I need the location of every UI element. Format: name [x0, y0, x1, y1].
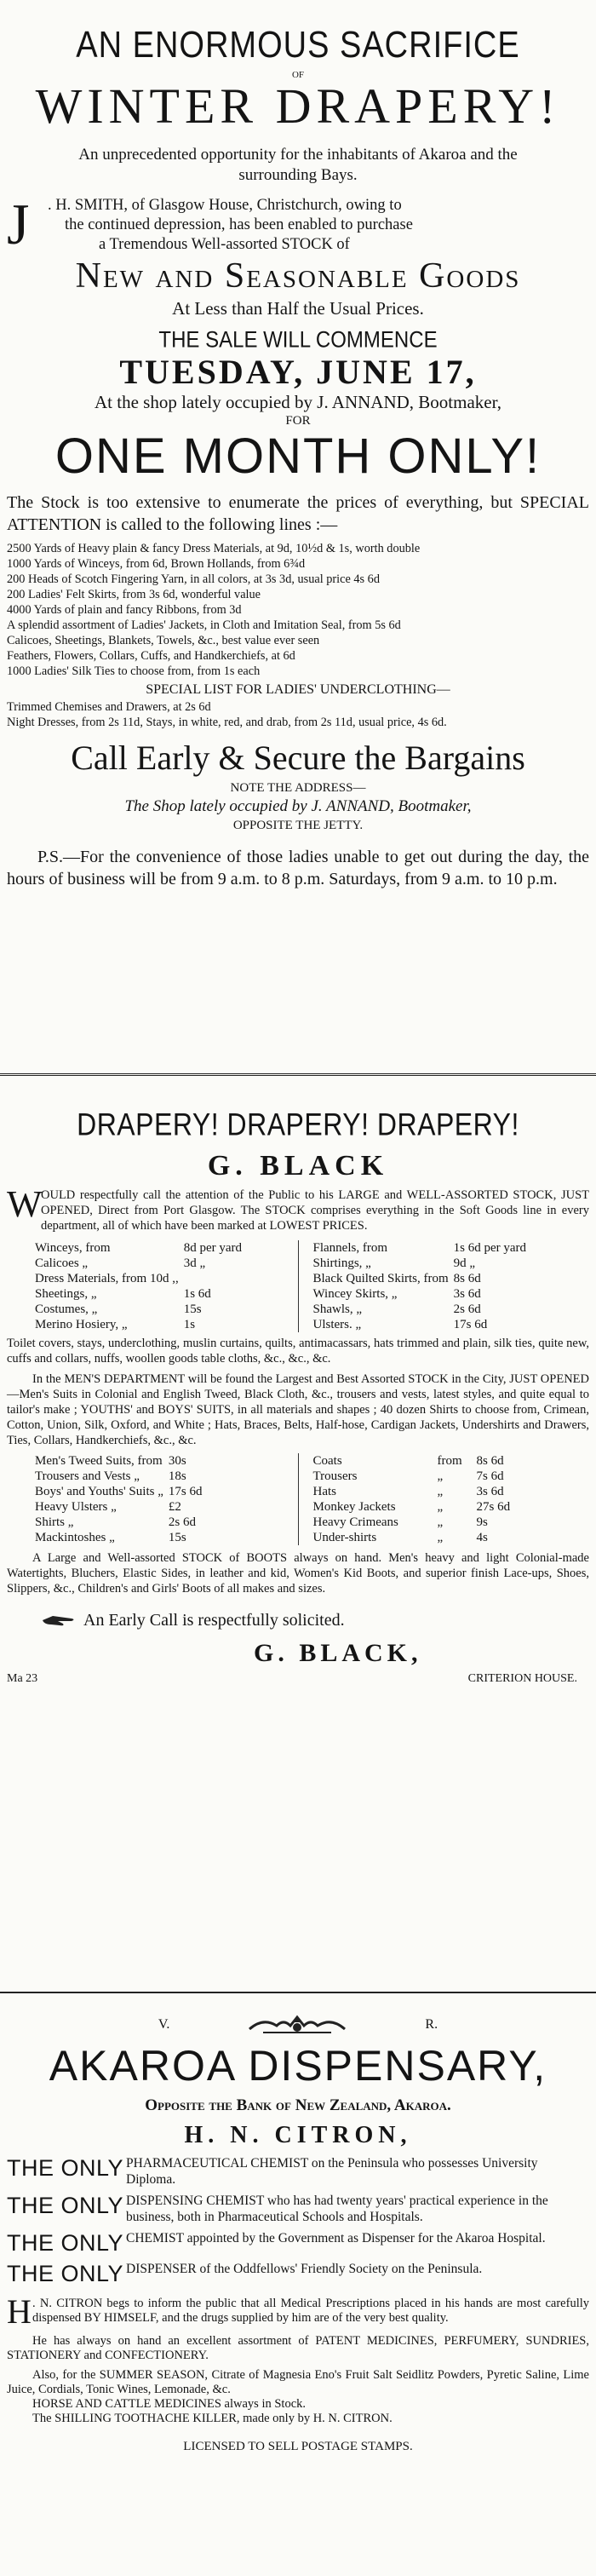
only-label: THE ONLY [7, 2193, 124, 2218]
ad1-headline: AN ENORMOUS SACRIFICE [76, 24, 520, 66]
ad1-item: Feathers, Flowers, Collars, Cuffs, and Handkerchiefs, at 6d [7, 649, 295, 663]
ad3-r: R. [425, 2017, 438, 2032]
item-price: 27s 6d [476, 1500, 511, 1514]
item-name: Merino Hosiery, „ [35, 1318, 128, 1331]
ad2-men-right-table [311, 1453, 513, 1545]
ad1-shop: At the shop lately occupied by J. ANNAND, Bootmaker, [95, 392, 501, 412]
item-from: from [437, 1454, 462, 1468]
price-row [32, 1453, 204, 1469]
price-row [311, 1499, 513, 1515]
ad1-item: 2500 Yards of Heavy plain & fancy Dress Materials, at 9d, 10½d & 1s, worth double [7, 542, 421, 555]
ad3-v: V. [158, 2017, 170, 2032]
item-from: „ [437, 1485, 444, 1498]
ad1-item: 200 Ladies' Felt Skirts, from 3s 6d, wonderful value [7, 588, 261, 601]
price-row [311, 1530, 513, 1545]
ad2-intro: OULD respectfully call the attention of the Public to his LARGE and WELL-ASSORTED STOCK, JUST OPENED, Direct from Port Glasgow. The STOCK comprises everything in the Soft Goods line in every department, all of which have been marked at LOWEST PRICES. [41, 1188, 589, 1233]
ad2-early-call-row [7, 1610, 589, 1630]
price-row [311, 1469, 513, 1484]
ad2-house: CRITERION HOUSE. [467, 1672, 577, 1685]
black-drapery-ad [0, 1107, 596, 1687]
ad1-prices: At Less than Half the Usual Prices. [172, 298, 424, 319]
ad1-smith-para [7, 192, 589, 256]
price-row [311, 1317, 530, 1332]
item-price [181, 1271, 244, 1286]
item-name: Calicoes „ [35, 1256, 89, 1270]
item-price: 3s 6d [476, 1485, 504, 1498]
ad1-item: 4000 Yards of plain and fancy Ribbons, from 3d [7, 603, 242, 617]
only-label: THE ONLY [7, 2261, 124, 2286]
price-row [32, 1499, 204, 1515]
item-name: Heavy Crimeans [312, 1515, 398, 1529]
item-name: Monkey Jackets [312, 1500, 396, 1514]
price-row [32, 1302, 244, 1317]
ad3-only-row [7, 2155, 589, 2188]
only-label: THE ONLY [7, 2230, 124, 2256]
ad3-killer: The SHILLING TOOTHACHE KILLER, made only by H. N. CITRON. [32, 2412, 393, 2425]
only-text: PHARMACEUTICAL CHEMIST on the Peninsula who possesses University Diploma. [126, 2156, 538, 2187]
akaroa-dispensary-ad [0, 2014, 596, 2455]
price-row [32, 1515, 204, 1530]
ad1-item: 200 Heads of Scotch Fingering Yarn, in all colors, at 3s 3d, usual price 4s 6d [7, 572, 380, 586]
item-price: 4s [476, 1531, 488, 1544]
ad3-dropcap: H [7, 2292, 32, 2331]
price-row [32, 1484, 204, 1499]
item-price: 17s 6d [168, 1485, 203, 1498]
ad1-goods: New and Seasonable Goods [75, 256, 521, 296]
item-price: 8s 6d [476, 1454, 504, 1468]
only-label: THE ONLY [7, 2155, 124, 2181]
ad3-summer: Also, for the SUMMER SEASON, Citrate of Magnesia Eno's Fruit Salt Seidlitz Powders, Pyretic Saline, Lime Juice, Cordials, Tonic Wines, Lemonade, &c. [7, 2368, 589, 2396]
ad1-note: NOTE THE ADDRESS— [230, 781, 366, 795]
ad1-under-item: Trimmed Chemises and Drawers, at 2s 6d [7, 700, 211, 714]
only-text: DISPENSING CHEMIST who has had twenty years' practical experience in the business, both in Pharmaceutical Schools and Hospitals. [126, 2194, 548, 2224]
item-name: Under-shirts [312, 1531, 377, 1544]
item-price: 15s [168, 1531, 186, 1544]
ad2-men-left-table [32, 1453, 204, 1545]
ad1-item-list [7, 541, 589, 679]
item-price: 3s 6d [453, 1287, 481, 1301]
ad2-sign: G. BLACK, [254, 1639, 422, 1667]
item-price: 2s 6d [168, 1515, 196, 1529]
ad1-body-line-1: . H. SMITH, of Glasgow House, Christchurch, owing to [48, 197, 402, 214]
item-name: Dress Materials, from 10d ,, [35, 1272, 179, 1285]
item-name: Costumes, „ [35, 1302, 98, 1316]
item-name: Heavy Ulsters „ [35, 1500, 117, 1514]
item-name: Hats [312, 1485, 336, 1498]
item-name: Mackintoshes „ [35, 1531, 115, 1544]
item-price: 18s [168, 1469, 186, 1483]
price-row [311, 1286, 530, 1302]
ad3-horse: HORSE AND CATTLE MEDICINES always in Stock. [32, 2397, 307, 2411]
ad3-opposite: Opposite the Bank of New Zealand, Akaroa. [145, 2096, 451, 2114]
item-price: 1s 6d [183, 1287, 211, 1301]
item-price: 9d „ [453, 1256, 476, 1270]
ad1-title: WINTER DRAPERY! [35, 78, 561, 134]
ad3-only-row [7, 2230, 589, 2256]
item-name: Shawls, „ [312, 1302, 362, 1316]
price-row [311, 1271, 530, 1286]
ad2-right-price-table [311, 1240, 530, 1332]
item-price: 1s 6d per yard [453, 1241, 527, 1255]
item-price: 30s [168, 1454, 186, 1468]
ad-divider [0, 1073, 596, 1076]
ad1-ps: P.S.—For the convenience of those ladies unable to get out during the day, the hours of business will be from 9 a.m. to 8 p.m. Saturdays, from 9 a.m. to 10 p.m. [7, 848, 589, 888]
ad2-men-price-columns [7, 1453, 589, 1545]
ad3-name: H. N. CITRON, [184, 2122, 412, 2148]
ad2-price-columns [7, 1240, 589, 1332]
ad2-name: G. BLACK [207, 1150, 389, 1182]
price-row [32, 1530, 204, 1545]
price-row [311, 1240, 530, 1256]
ad2-intro-para [7, 1183, 589, 1233]
item-price: 15s [183, 1302, 202, 1316]
ad3-excellent: He has always on hand an excellent assortment of PATENT MEDICINES, PERFUMERY, SUNDRIES, STATIONERY and CONFECTIONERY. [7, 2334, 589, 2362]
price-row [32, 1271, 244, 1286]
item-from: „ [437, 1469, 444, 1483]
item-price: 8d per yard [183, 1241, 243, 1255]
price-row [311, 1484, 513, 1499]
item-name: Flannels, from [312, 1241, 387, 1255]
item-price: £2 [168, 1500, 181, 1514]
ad2-left-price-table [32, 1240, 244, 1332]
item-name: Coats [312, 1454, 342, 1468]
item-from: „ [437, 1531, 444, 1544]
ad3-crest-row [7, 2014, 589, 2036]
ad3-citron-para [7, 2292, 589, 2331]
ad3-title: AKAROA DISPENSARY, [49, 2042, 547, 2090]
price-row [311, 1302, 530, 1317]
item-name: Sheetings, „ [35, 1287, 97, 1301]
item-price: 7s 6d [476, 1469, 504, 1483]
ad1-body-line-3: a Tremendous Well-assorted STOCK of [99, 236, 350, 253]
ad2-headline: DRAPERY! DRAPERY! DRAPERY! [77, 1107, 519, 1142]
ad1-under-item: Night Dresses, from 2s 11d, Stays, in white, red, and drab, from 2s 11d, usual price, 4s 6d. [7, 716, 447, 729]
ad3-only-row [7, 2261, 589, 2286]
ad1-special-list: SPECIAL LIST FOR LADIES' UNDERCLOTHING— [146, 682, 450, 697]
item-name: Men's Tweed Suits, from [35, 1454, 163, 1468]
pointing-hand-icon [41, 1613, 77, 1628]
item-price: 2s 6d [453, 1302, 481, 1316]
ad2-early-call: An Early Call is respectfully solicited. [83, 1611, 345, 1630]
ad1-item: A splendid assortment of Ladies' Jackets, in Cloth and Imitation Seal, from 5s 6d [7, 618, 401, 632]
item-from: „ [437, 1500, 444, 1514]
item-price: 17s 6d [453, 1318, 488, 1331]
price-row [311, 1453, 513, 1469]
item-from: „ [437, 1515, 444, 1529]
ad1-jetty: OPPOSITE THE JETTY. [232, 819, 364, 832]
item-name: Trousers [312, 1469, 358, 1483]
price-row [32, 1317, 244, 1332]
ad1-call-early: Call Early & Secure the Bargains [71, 739, 525, 777]
ad1-sale-commence: THE SALE WILL COMMENCE [158, 327, 438, 354]
ad3-citron-text: . N. CITRON begs to inform the public that all Medical Prescriptions placed in his hands are most carefully dispensed BY HIMSELF, and the drugs supplied by him are of the very best quality. [32, 2297, 589, 2325]
item-name: Black Quilted Skirts, from [312, 1272, 449, 1285]
item-name: Wincey Skirts, „ [312, 1287, 398, 1301]
ad1-body-line-2: the continued depression, has been enabled to purchase [65, 216, 413, 233]
ad3-only-row [7, 2193, 589, 2225]
ad1-address: The Shop lately occupied by J. ANNAND, Bootmaker, [124, 797, 472, 815]
ad2-mens-text: In the MEN'S DEPARTMENT will be found the Largest and Best Assorted STOCK in the City, JUST OPENED—Men's Suits in Colonial and English Tweed, Black Cloth, &c., trousers and vests, latest styles, and quite equal to tailor's make ; YOUTHS' and BOYS' SUITS, in all materials and shapes ; 40 dozen Shirts to choose from, Crimean, Cotton, Union, Silk, Oxford, and White ; Hats, Braces, Belts, Half-hose, Cardigan Jackets, Undershirts and Drawers, Ties, Collars, Handkerchiefs, &c., &c. [7, 1372, 589, 1447]
item-name: Trousers and Vests „ [35, 1469, 140, 1483]
ad1-of: OF [291, 70, 305, 80]
item-name: Boys' and Youths' Suits „ [35, 1485, 163, 1498]
ad1-item: 1000 Yards of Winceys, from 6d, Brown Hollands, from 6¾d [7, 557, 306, 571]
price-row [32, 1256, 244, 1271]
ad1-date: TUESDAY, JUNE 17, [119, 353, 477, 391]
only-text: CHEMIST appointed by the Government as Dispenser for the Akaroa Hospital. [126, 2231, 546, 2245]
item-price: 8s 6d [453, 1272, 481, 1285]
ad2-date-ref: Ma 23 [7, 1672, 38, 1685]
only-text: DISPENSER of the Oddfellows' Friendly Society on the Peninsula. [126, 2262, 483, 2276]
price-row [32, 1240, 244, 1256]
ad1-one-month: ONE MONTH ONLY! [54, 428, 542, 484]
price-row [32, 1469, 204, 1484]
item-name: Ulsters. „ [312, 1318, 362, 1331]
ad1-item: Calicoes, Sheetings, Blankets, Towels, &c., best value ever seen [7, 634, 320, 647]
item-price: 3d „ [183, 1256, 206, 1270]
item-name: Shirts „ [35, 1515, 74, 1529]
item-price: 9s [476, 1515, 488, 1529]
ad2-dropcap: W [7, 1183, 43, 1225]
royal-crest-icon [246, 2014, 348, 2036]
ad1-intro: An unprecedented opportunity for the inhabitants of Akaroa and the surrounding Bays. [78, 146, 518, 184]
ad2-boots-text: A Large and Well-assorted STOCK of BOOTS always on hand. Men's heavy and light Colonial-made Watertights, Bluchers, Elastic Sides, in leather and kid, Women's Kid Boots, and superior finish Lace-ups, Shoes, Slippers, &c., Children's and Girls' Boots of all makes and sizes. [7, 1551, 589, 1596]
item-name: Winceys, from [35, 1241, 111, 1255]
smith-drapery-ad [0, 26, 596, 890]
price-row [311, 1256, 530, 1271]
ad1-for: FOR [285, 414, 311, 428]
price-row [311, 1515, 513, 1530]
ad2-toilet-text: Toilet covers, stays, underclothing, muslin curtains, quilts, antimacassars, hats trimmed and plain, silk ties, quite new, cuffs and collars, nuffs, woollen goods table cloths, &c., &c., &c. [7, 1337, 589, 1366]
ad3-licensed: LICENSED TO SELL POSTAGE STAMPS. [183, 2440, 413, 2453]
ad1-dropcap: J [7, 192, 30, 256]
ad-divider [0, 1992, 596, 1993]
price-row [32, 1286, 244, 1302]
ad1-stock-text: The Stock is too extensive to enumerate the prices of everything, but SPECIAL ATTENTION is called to the following lines :— [7, 493, 589, 534]
ad1-item: 1000 Ladies' Silk Ties to choose from, from 1s each [7, 664, 261, 678]
item-price: 1s [183, 1318, 196, 1331]
item-name: Shirtings, „ [312, 1256, 371, 1270]
